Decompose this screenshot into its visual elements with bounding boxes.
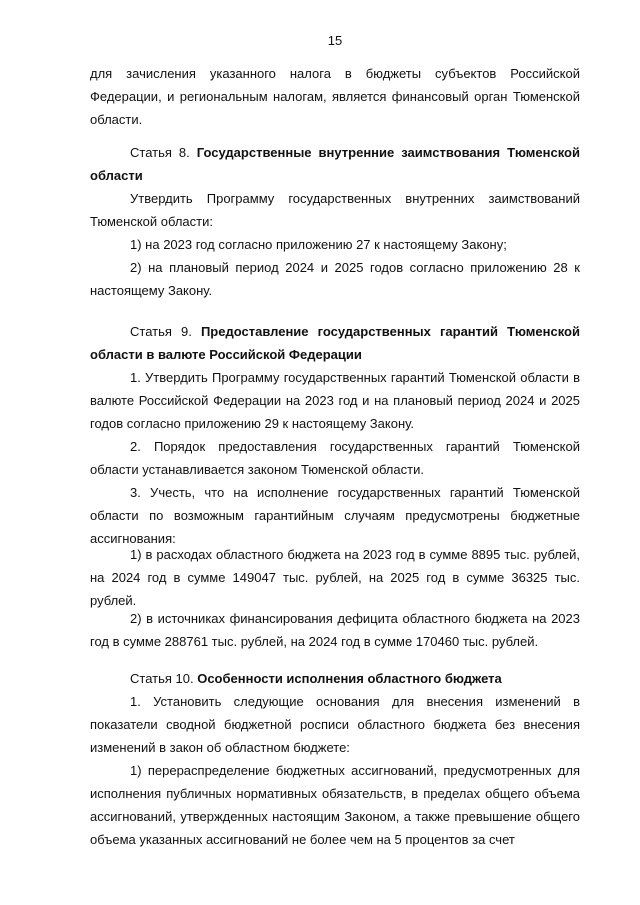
article-8-paragraph-2: 1) на 2023 год согласно приложению 27 к настоящему Закону;	[130, 237, 507, 252]
article-10-heading	[90, 667, 580, 690]
article-9-paragraph-2: 2. Порядок предоставления государственных гарантий Тюменской области устанавливается законом Тюменской области.	[90, 439, 580, 477]
article-8-title: Государственные внутренние заимствования Тюменской области	[90, 145, 580, 183]
article-9-paragraph-4: 1) в расходах областного бюджета на 2023 год в сумме 8895 тыс. рублей, на 2024 год в сумме 149047 тыс. рублей, на 2025 год в сумме 36325 тыс. рублей.	[90, 547, 580, 608]
article-9-prefix: Статья 9.	[130, 324, 201, 339]
article-9-paragraph-3: 3. Учесть, что на исполнение государственных гарантий Тюменской области по возможным гарантийным случаям предусмотрены бюджетные ассигнования:	[90, 485, 580, 546]
article-8-paragraph-1: Утвердить Программу государственных внутренних заимствований Тюменской области:	[90, 191, 580, 229]
continuation-line-1: для зачисления указанного налога в бюджеты субъектов Российской	[90, 66, 580, 81]
article-10-prefix: Статья 10.	[130, 671, 198, 686]
article-10-paragraph-1: 1. Установить следующие основания для внесения изменений в показатели сводной бюджетной росписи областного бюджета без внесения изменений в закон об областном бюджете:	[90, 694, 580, 755]
continuation-paragraph	[90, 62, 580, 131]
article-9-title: Предоставление государственных гарантий Тюменской области в валюте Российской Федерации	[90, 324, 580, 362]
article-10-paragraph-2: 1) перераспределение бюджетных ассигнований, предусмотренных для исполнения публичных нормативных обязательств, в пределах общего объема ассигнований, утвержденных настоящим Законом, а также превышение общего объема указанных ассигнований не более чем на 5 процентов за счет	[90, 763, 580, 847]
article-9-paragraph-1: 1. Утвердить Программу государственных гарантий Тюменской области в валюте Российской Федерации на 2023 год и на плановый период 2024 и 2025 годов согласно приложению 29 к настоящему Закону.	[90, 370, 580, 431]
article-10-title: Особенности исполнения областного бюджета	[197, 671, 502, 686]
article-8-paragraph-3: 2) на плановый период 2024 и 2025 годов согласно приложению 28 к настоящему Закону.	[90, 260, 580, 298]
continuation-line-rest: Федерации, и региональным налогам, является финансовый орган Тюменской области.	[90, 89, 580, 127]
page-number: 15	[327, 33, 343, 48]
article-8-prefix: Статья 8.	[130, 145, 197, 160]
article-8-heading	[90, 141, 580, 187]
article-9-paragraph-5: 2) в источниках финансирования дефицита областного бюджета на 2023 год в сумме 288761 тыс. рублей, на 2024 год в сумме 170460 тыс. рублей.	[90, 611, 580, 649]
article-9-heading	[90, 320, 580, 366]
